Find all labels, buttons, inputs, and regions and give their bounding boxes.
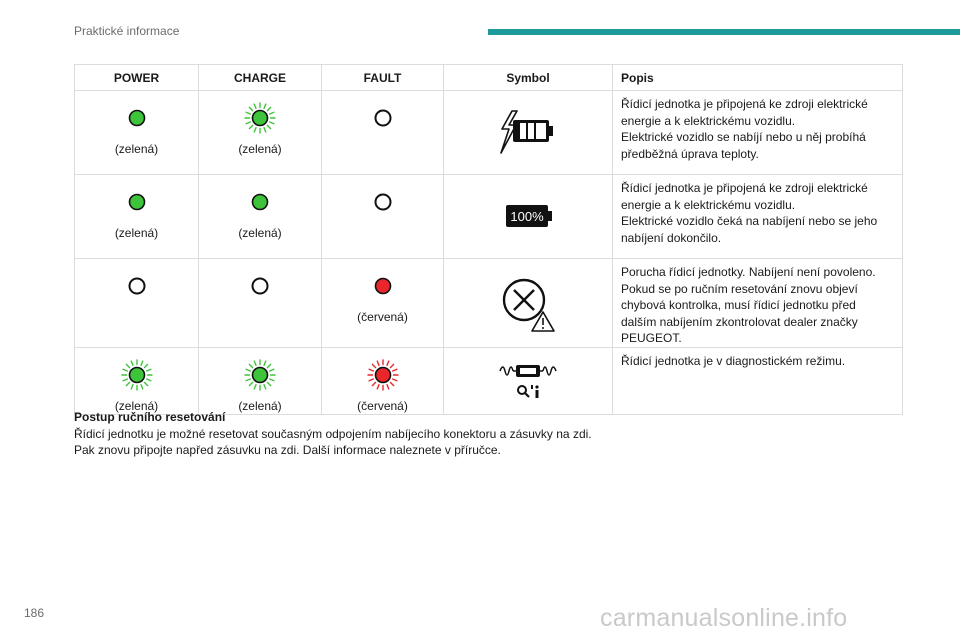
led-color-label: (zelená): [114, 226, 159, 240]
led-color-label: (zelená): [238, 142, 282, 156]
led-color-label: (zelená): [114, 142, 159, 156]
description-line: předběžná úprava teploty.: [621, 146, 759, 161]
watermark: carmanualsonline.info: [600, 604, 848, 632]
charge-led-cell: [199, 175, 322, 259]
reset-title: Postup ručního resetování: [74, 410, 226, 424]
led-blinking-icon: [200, 101, 320, 135]
description-line: Řídicí jednotka je v diagnostickém režimu.: [621, 353, 846, 368]
table-row: [75, 347, 903, 414]
symbol-cell: [444, 175, 613, 259]
description-line: Pokud se po ručním resetování znovu objeví: [621, 281, 858, 296]
led-color-label: (červená): [357, 310, 408, 324]
led-color-label: (zelená): [238, 398, 282, 413]
description-line: Řídicí jednotka je připojená ke zdroji elektrické: [621, 181, 868, 195]
table-row: [75, 91, 903, 175]
description-line: Porucha řídicí jednotky. Nabíjení není povoleno.: [621, 265, 876, 279]
table-row: [75, 259, 903, 348]
description-line: chybová kontrolka, musí řídicí jednotku před: [621, 298, 856, 312]
led-off-icon: [323, 185, 442, 219]
description-cell: [613, 175, 903, 259]
description-line: energie a k elektrickému vozidlu.: [621, 197, 796, 212]
charge-led-cell: [199, 91, 322, 175]
fault-led-cell: [322, 259, 444, 348]
battery-full-icon: [445, 192, 611, 240]
fault-led-cell: [322, 347, 444, 414]
led-color-label: (zelená): [114, 398, 159, 413]
manual-reset-section: [74, 409, 592, 459]
column-header-description: Popis: [613, 65, 903, 91]
description-line: dalším nabíjením zkontrolovat dealer značky: [621, 314, 858, 329]
symbol-cell: [444, 91, 613, 175]
charging-status-table: [74, 64, 903, 415]
power-led-cell: [75, 347, 199, 414]
diagnostic-mode-icon: [445, 357, 611, 405]
description-line: nabíjení dokončilo.: [621, 230, 722, 245]
reset-text-line: Řídicí jednotku je možné resetovat současným odpojením nabíjecího konektoru a zásuvky na zdi.: [74, 426, 592, 441]
description-line: PEUGEOT.: [621, 331, 682, 345]
column-header-symbol: Symbol: [444, 65, 613, 91]
led-on-icon: [323, 269, 442, 303]
led-on-icon: [76, 101, 197, 135]
description-line: energie a k elektrickému vozidlu.: [621, 113, 796, 128]
symbol-cell: [444, 347, 613, 414]
description-cell: [613, 259, 903, 348]
description-cell: [613, 91, 903, 175]
table-header-row: [75, 65, 903, 91]
description-line: Řídicí jednotka je připojená ke zdroji elektrické: [621, 97, 868, 111]
led-blinking-icon: [76, 358, 197, 392]
battery-percent-text: 100%: [510, 209, 544, 224]
led-color-label: (červená): [357, 398, 408, 413]
column-header-charge: CHARGE: [199, 65, 322, 91]
page-number: 186: [24, 606, 45, 620]
led-off-icon: [76, 269, 197, 303]
section-title: Praktické informace: [74, 24, 180, 38]
fault-led-cell: [322, 175, 444, 259]
fault-led-cell: [322, 91, 444, 175]
table-row: [75, 175, 903, 259]
led-blinking-icon: [200, 358, 320, 392]
led-on-icon: [200, 185, 320, 219]
reset-text-line: Pak znovu připojte napřed zásuvku na zdi. Další informace naleznete v příručce.: [74, 443, 501, 457]
led-blinking-icon: [323, 358, 442, 392]
header-accent-bar: [488, 29, 960, 35]
led-off-icon: [323, 101, 442, 135]
power-led-cell: [75, 259, 199, 348]
power-led-cell: [75, 91, 199, 175]
description-cell: [613, 347, 903, 414]
charge-led-cell: [199, 347, 322, 414]
led-off-icon: [200, 269, 320, 303]
column-header-power: POWER: [75, 65, 199, 91]
fault-warning-icon: [445, 272, 611, 334]
led-color-label: (zelená): [238, 226, 282, 240]
symbol-cell: [444, 259, 613, 348]
charge-led-cell: [199, 259, 322, 348]
description-line: Elektrické vozidlo čeká na nabíjení nebo se jeho: [621, 214, 878, 228]
led-on-icon: [76, 185, 197, 219]
description-line: Elektrické vozidlo se nabíjí nebo u něj probíhá: [621, 130, 866, 144]
battery-charging-icon: [445, 108, 611, 156]
column-header-fault: FAULT: [322, 65, 444, 91]
power-led-cell: [75, 175, 199, 259]
